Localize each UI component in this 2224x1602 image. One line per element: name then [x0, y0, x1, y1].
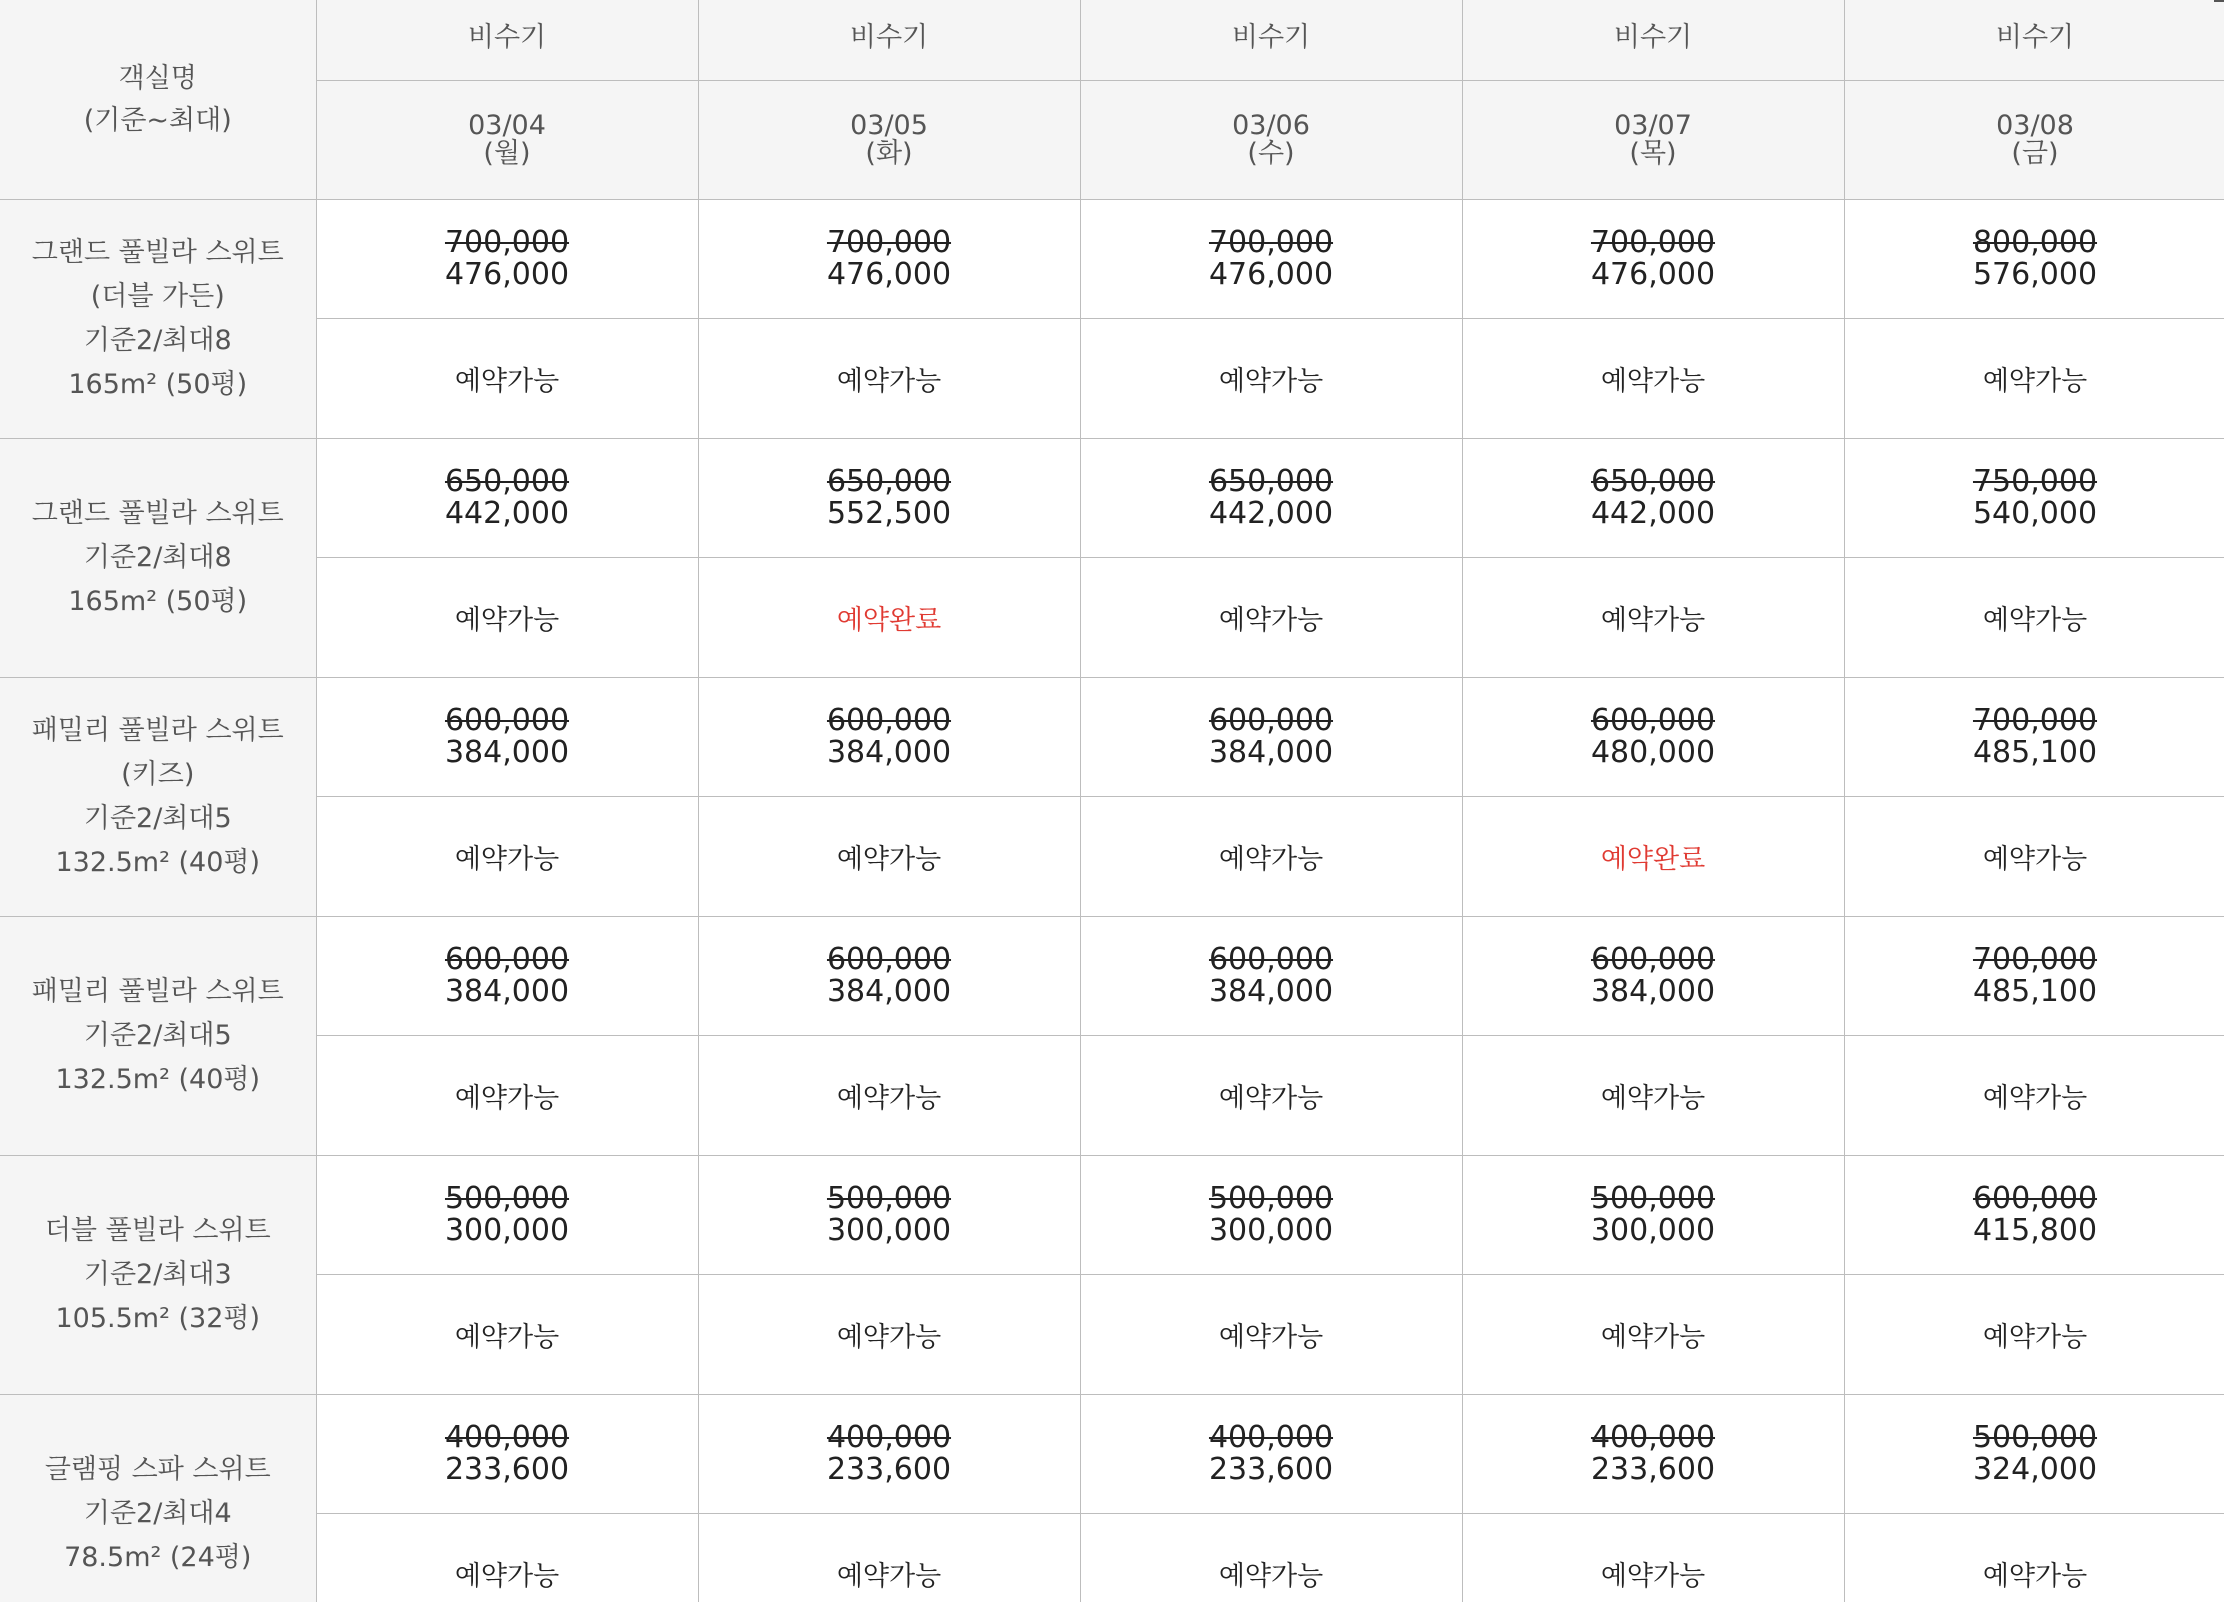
- original-price: 800,000: [1972, 225, 2098, 260]
- price-cell: [698, 678, 1080, 797]
- price-cell: [1080, 439, 1462, 558]
- sale-price: 384,000: [444, 974, 570, 1009]
- price-cell: [1080, 1156, 1462, 1275]
- room-capacity: 기준2/최대8: [83, 325, 232, 356]
- available-status[interactable]: [1462, 558, 1844, 678]
- price-cell: [1462, 439, 1844, 558]
- status-label: 예약가능: [454, 605, 560, 636]
- season-label: 비수기: [1231, 22, 1311, 53]
- room-size: 132.5m² (40평): [55, 847, 260, 878]
- status-label: 예약가능: [454, 1083, 560, 1114]
- room-size: 165m² (50평): [68, 369, 248, 400]
- status-label: 예약가능: [1218, 1322, 1324, 1353]
- sale-price: 233,600: [1208, 1452, 1334, 1487]
- sale-price: 384,000: [444, 735, 570, 770]
- price-cell: [698, 1395, 1080, 1514]
- original-price: 600,000: [1590, 703, 1716, 738]
- available-status[interactable]: [316, 1514, 698, 1602]
- season-label: 비수기: [467, 22, 547, 53]
- sale-price: 384,000: [826, 735, 952, 770]
- date-header: [698, 81, 1080, 200]
- sale-price: 384,000: [1208, 735, 1334, 770]
- date-header: [1462, 81, 1844, 200]
- original-price: 700,000: [1590, 225, 1716, 260]
- original-price: 700,000: [444, 225, 570, 260]
- room-status-row: [0, 1275, 2224, 1395]
- price-cell: [698, 200, 1080, 319]
- header-date-row: [0, 81, 2224, 200]
- status-label: 예약가능: [836, 1322, 942, 1353]
- available-status[interactable]: [1844, 1036, 2224, 1156]
- room-capacity: 기준2/최대3: [83, 1259, 232, 1290]
- price-cell: [316, 1395, 698, 1514]
- room-info-cell: [0, 917, 316, 1156]
- status-label: 예약가능: [1982, 366, 2088, 397]
- available-status[interactable]: [1080, 558, 1462, 678]
- room-status-row: [0, 797, 2224, 917]
- room-price-row: [0, 917, 2224, 1036]
- sale-price: 384,000: [1590, 974, 1716, 1009]
- date-label: 03/04: [468, 110, 546, 141]
- original-price: 500,000: [1972, 1420, 2098, 1455]
- status-label: 예약가능: [454, 844, 560, 875]
- available-status[interactable]: [1844, 558, 2224, 678]
- room-capacity: 기준2/최대4: [83, 1498, 232, 1529]
- available-status[interactable]: [698, 1036, 1080, 1156]
- price-cell: [698, 439, 1080, 558]
- season-header: [1080, 0, 1462, 81]
- room-info-cell: [0, 1395, 316, 1602]
- original-price: 700,000: [1972, 942, 2098, 977]
- season-label: 비수기: [1995, 22, 2075, 53]
- price-cell: [1462, 1395, 1844, 1514]
- status-label: 예약가능: [1218, 1083, 1324, 1114]
- price-cell: [1462, 678, 1844, 797]
- sale-price: 233,600: [826, 1452, 952, 1487]
- original-price: 400,000: [1590, 1420, 1716, 1455]
- available-status[interactable]: [316, 1036, 698, 1156]
- header-season-row: [0, 0, 2224, 81]
- price-cell: [1080, 678, 1462, 797]
- status-label: 예약가능: [1218, 844, 1324, 875]
- original-price: 500,000: [1208, 1181, 1334, 1216]
- original-price: 650,000: [826, 464, 952, 499]
- status-label: 예약가능: [1600, 1083, 1706, 1114]
- price-cell: [1844, 917, 2224, 1036]
- available-status[interactable]: [316, 558, 698, 678]
- sale-price: 233,600: [1590, 1452, 1716, 1487]
- sale-price: 300,000: [444, 1213, 570, 1248]
- sale-price: 442,000: [444, 496, 570, 531]
- price-cell: [1844, 200, 2224, 319]
- sale-price: 476,000: [1208, 257, 1334, 292]
- available-status[interactable]: [698, 1514, 1080, 1602]
- sale-price: 552,500: [826, 496, 952, 531]
- status-label: 예약가능: [1982, 844, 2088, 875]
- available-status[interactable]: [1080, 1275, 1462, 1395]
- available-status[interactable]: [1844, 319, 2224, 439]
- available-status[interactable]: [1844, 1514, 2224, 1602]
- available-status[interactable]: [1462, 1275, 1844, 1395]
- room-column-header: [0, 0, 316, 200]
- price-cell: [1844, 1395, 2224, 1514]
- status-label: 예약가능: [836, 1561, 942, 1592]
- price-cell: [316, 439, 698, 558]
- original-price: 600,000: [444, 942, 570, 977]
- date-label: 03/08: [1996, 110, 2074, 141]
- original-price: 600,000: [1208, 703, 1334, 738]
- sale-price: 476,000: [1590, 257, 1716, 292]
- sale-price: 384,000: [1208, 974, 1334, 1009]
- season-label: 비수기: [849, 22, 929, 53]
- original-price: 700,000: [1208, 225, 1334, 260]
- price-cell: [1844, 678, 2224, 797]
- original-price: 600,000: [826, 942, 952, 977]
- sale-price: 476,000: [444, 257, 570, 292]
- room-name: 더블 풀빌라 스위트: [44, 1215, 271, 1246]
- original-price: 650,000: [1208, 464, 1334, 499]
- room-price-row: [0, 200, 2224, 319]
- price-cell: [1462, 200, 1844, 319]
- original-price: 600,000: [1972, 1181, 2098, 1216]
- status-label: 예약가능: [1982, 1083, 2088, 1114]
- available-status[interactable]: [1844, 1275, 2224, 1395]
- status-label: 예약가능: [454, 366, 560, 397]
- price-cell: [698, 1156, 1080, 1275]
- sale-price: 300,000: [826, 1213, 952, 1248]
- original-price: 600,000: [826, 703, 952, 738]
- original-price: 400,000: [1208, 1420, 1334, 1455]
- weekday-label: (월): [483, 138, 531, 169]
- status-label: 예약가능: [1600, 1322, 1706, 1353]
- date-header: [316, 81, 698, 200]
- room-status-row: [0, 1514, 2224, 1602]
- season-header: [316, 0, 698, 81]
- original-price: 400,000: [826, 1420, 952, 1455]
- room-name: 글램핑 스파 스위트: [44, 1454, 271, 1485]
- status-label: 예약가능: [1982, 1322, 2088, 1353]
- date-header: [1844, 81, 2224, 200]
- room-column-title: 객실명: [118, 62, 197, 94]
- price-cell: [316, 200, 698, 319]
- room-size: 78.5m² (24평): [64, 1542, 252, 1573]
- room-name: 패밀리 풀빌라 스위트: [31, 976, 284, 1007]
- sale-price: 540,000: [1972, 496, 2098, 531]
- status-label: 예약완료: [1600, 844, 1706, 875]
- season-label: 비수기: [1613, 22, 1693, 53]
- weekday-label: (금): [2011, 138, 2059, 169]
- season-header: [1844, 0, 2224, 81]
- status-label: 예약가능: [454, 1322, 560, 1353]
- original-price: 650,000: [1590, 464, 1716, 499]
- price-cell: [1080, 917, 1462, 1036]
- available-status[interactable]: [1080, 1514, 1462, 1602]
- room-size: 165m² (50평): [68, 586, 248, 617]
- sale-price: 485,100: [1972, 735, 2098, 770]
- booked-status: [1462, 797, 1844, 917]
- available-status[interactable]: [316, 797, 698, 917]
- status-label: 예약가능: [1600, 366, 1706, 397]
- available-status[interactable]: [316, 1275, 698, 1395]
- date-header: [1080, 81, 1462, 200]
- status-label: 예약완료: [836, 605, 942, 636]
- room-price-row: [0, 1395, 2224, 1514]
- sale-price: 576,000: [1972, 257, 2098, 292]
- room-capacity: 기준2/최대5: [83, 1020, 232, 1051]
- sale-price: 384,000: [826, 974, 952, 1009]
- scroll-edge-marker: [2214, 0, 2224, 2]
- room-status-row: [0, 558, 2224, 678]
- status-label: 예약가능: [1218, 366, 1324, 397]
- room-price-row: [0, 1156, 2224, 1275]
- room-capacity: 기준2/최대8: [83, 542, 232, 573]
- original-price: 500,000: [826, 1181, 952, 1216]
- price-cell: [1462, 1156, 1844, 1275]
- sale-price: 233,600: [444, 1452, 570, 1487]
- room-size: 105.5m² (32평): [55, 1303, 260, 1334]
- original-price: 500,000: [1590, 1181, 1716, 1216]
- available-status[interactable]: [698, 797, 1080, 917]
- available-status[interactable]: [698, 319, 1080, 439]
- sale-price: 485,100: [1972, 974, 2098, 1009]
- date-label: 03/06: [1232, 110, 1310, 141]
- price-cell: [316, 678, 698, 797]
- original-price: 400,000: [444, 1420, 570, 1455]
- date-label: 03/07: [1614, 110, 1692, 141]
- room-name: 그랜드 풀빌라 스위트 (더블 가든): [31, 237, 284, 312]
- price-cell: [1844, 1156, 2224, 1275]
- weekday-label: (수): [1247, 138, 1295, 169]
- room-status-row: [0, 1036, 2224, 1156]
- price-cell: [1844, 439, 2224, 558]
- room-info-cell: [0, 1156, 316, 1395]
- price-cell: [1080, 200, 1462, 319]
- status-label: 예약가능: [1218, 605, 1324, 636]
- season-header: [1462, 0, 1844, 81]
- price-cell: [698, 917, 1080, 1036]
- status-label: 예약가능: [1600, 605, 1706, 636]
- sale-price: 300,000: [1208, 1213, 1334, 1248]
- booked-status: [698, 558, 1080, 678]
- room-info-cell: [0, 200, 316, 439]
- available-status[interactable]: [698, 1275, 1080, 1395]
- sale-price: 480,000: [1590, 735, 1716, 770]
- room-status-row: [0, 319, 2224, 439]
- price-cell: [1462, 917, 1844, 1036]
- weekday-label: (화): [865, 138, 913, 169]
- weekday-label: (목): [1629, 138, 1677, 169]
- room-size: 132.5m² (40평): [55, 1064, 260, 1095]
- sale-price: 300,000: [1590, 1213, 1716, 1248]
- price-cell: [316, 1156, 698, 1275]
- available-status[interactable]: [316, 319, 698, 439]
- available-status[interactable]: [1844, 797, 2224, 917]
- room-name: 패밀리 풀빌라 스위트 (키즈): [31, 715, 284, 790]
- date-label: 03/05: [850, 110, 928, 141]
- available-status[interactable]: [1080, 319, 1462, 439]
- status-label: 예약가능: [836, 844, 942, 875]
- season-header: [698, 0, 1080, 81]
- sale-price: 442,000: [1590, 496, 1716, 531]
- status-label: 예약가능: [1600, 1561, 1706, 1592]
- original-price: 600,000: [1208, 942, 1334, 977]
- available-status[interactable]: [1080, 797, 1462, 917]
- room-column-subtitle: (기준~최대): [83, 104, 232, 136]
- available-status[interactable]: [1462, 1036, 1844, 1156]
- room-price-row: [0, 439, 2224, 558]
- room-capacity: 기준2/최대5: [83, 803, 232, 834]
- original-price: 600,000: [1590, 942, 1716, 977]
- price-cell: [316, 917, 698, 1036]
- status-label: 예약가능: [1982, 1561, 2088, 1592]
- status-label: 예약가능: [836, 1083, 942, 1114]
- room-price-row: [0, 678, 2224, 797]
- sale-price: 476,000: [826, 257, 952, 292]
- original-price: 500,000: [444, 1181, 570, 1216]
- sale-price: 442,000: [1208, 496, 1334, 531]
- status-label: 예약가능: [836, 366, 942, 397]
- sale-price: 415,800: [1972, 1213, 2098, 1248]
- available-status[interactable]: [1462, 1514, 1844, 1602]
- status-label: 예약가능: [454, 1561, 560, 1592]
- room-info-cell: [0, 678, 316, 917]
- original-price: 750,000: [1972, 464, 2098, 499]
- status-label: 예약가능: [1982, 605, 2088, 636]
- original-price: 650,000: [444, 464, 570, 499]
- available-status[interactable]: [1080, 1036, 1462, 1156]
- original-price: 700,000: [826, 225, 952, 260]
- price-cell: [1080, 1395, 1462, 1514]
- room-name: 그랜드 풀빌라 스위트: [31, 498, 284, 529]
- original-price: 600,000: [444, 703, 570, 738]
- sale-price: 324,000: [1972, 1452, 2098, 1487]
- room-info-cell: [0, 439, 316, 678]
- status-label: 예약가능: [1218, 1561, 1324, 1592]
- available-status[interactable]: [1462, 319, 1844, 439]
- original-price: 700,000: [1972, 703, 2098, 738]
